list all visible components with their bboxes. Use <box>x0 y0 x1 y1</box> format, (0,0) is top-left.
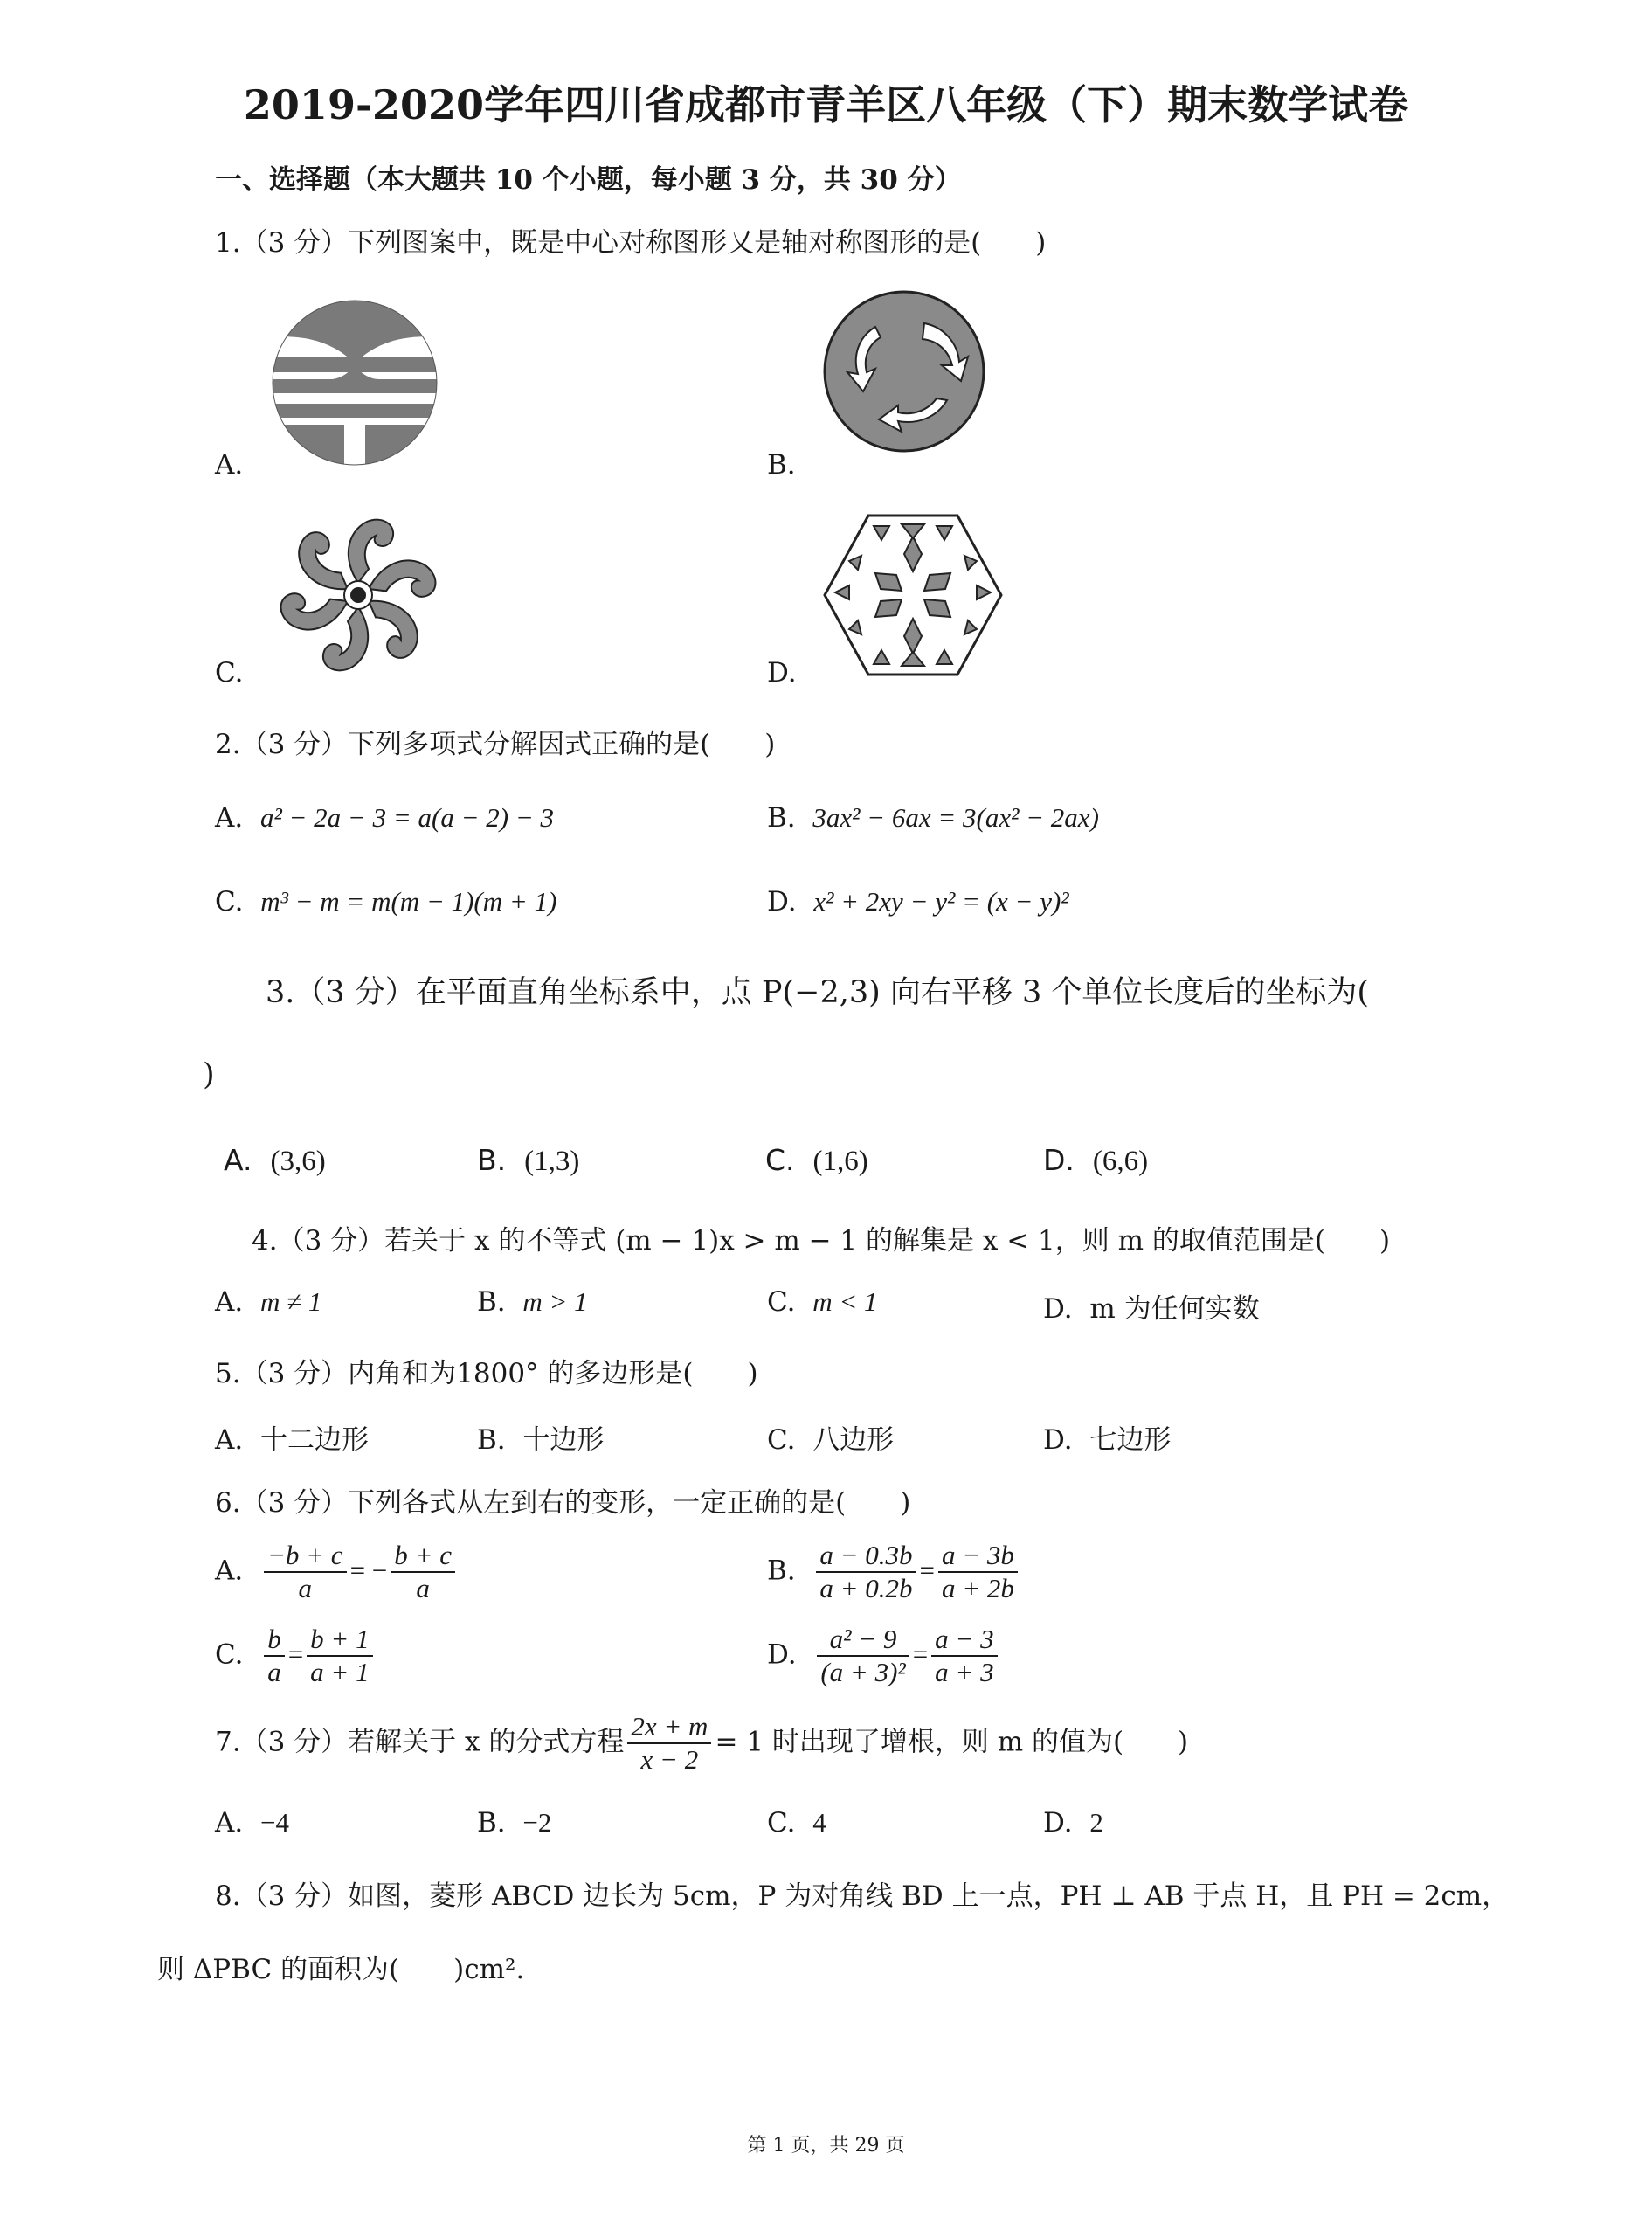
option-text: m 为任何实数 <box>1089 1293 1260 1325</box>
option-label: B. <box>767 1555 796 1587</box>
q7-option-c[interactable] <box>767 1807 826 1839</box>
question-1-stem: 1.（3 分）下列图案中，既是中心对称图形又是轴对称图形的是( ) <box>215 227 1047 259</box>
question-4-stem: 4.（3 分）若关于 x 的不等式 (m − 1)x > m − 1 的解集是 x < 1，则 m 的取值范围是( ) <box>252 1225 1391 1257</box>
option-label: A. <box>215 1424 244 1456</box>
equals-sign: = − <box>349 1555 388 1586</box>
denominator: a + 1 <box>310 1657 370 1687</box>
page-title: 2019-2020学年四川省成都市青羊区八年级（下）期末数学试卷 <box>243 81 1409 128</box>
option-text: m > 1 <box>522 1286 588 1317</box>
fraction <box>627 1711 711 1776</box>
numerator: a − 0.3b <box>816 1540 916 1573</box>
option-text: 十边形 <box>522 1424 605 1456</box>
section-heading: 一、选择题（本大题共 10 个小题，每小题 3 分，共 30 分） <box>215 164 962 196</box>
figure-b-icon <box>821 288 987 454</box>
question-2-stem: 2.（3 分）下列多项式分解因式正确的是( ) <box>215 729 776 760</box>
question-3-stem: 3.（3 分）在平面直角坐标系中，点 P(−2,3) 向右平移 3 个单位长度后的坐标为( <box>266 975 1370 1010</box>
numerator: 2x + m <box>627 1711 711 1744</box>
option-text: (1,3) <box>524 1146 580 1177</box>
option-text: 4 <box>812 1807 826 1838</box>
q4-option-c[interactable] <box>767 1286 878 1318</box>
fraction <box>264 1540 347 1604</box>
option-label: A. <box>215 1555 244 1587</box>
q6-option-c[interactable] <box>215 1624 377 1688</box>
numerator: b <box>264 1624 285 1657</box>
option-label: B. <box>477 1286 506 1318</box>
option-text: 2 <box>1089 1807 1103 1838</box>
stem-text: 7.（3 分）若解关于 x 的分式方程 <box>215 1726 625 1758</box>
numerator: b + 1 <box>307 1624 372 1657</box>
question-7-stem <box>215 1711 1188 1776</box>
option-label: B. <box>477 1424 506 1456</box>
fraction <box>817 1624 909 1688</box>
fraction <box>816 1540 916 1604</box>
figure-b-label: B. <box>767 449 796 481</box>
option-text: 3ax² − 6ax = 3(ax² − 2ax) <box>812 802 1099 833</box>
question-3-stem-end: ) <box>203 1057 215 1092</box>
q3-option-d[interactable] <box>1043 1143 1148 1178</box>
question-8-stem: 8.（3 分）如图，菱形 ABCD 边长为 5cm，P 为对角线 BD 上一点，PH ⊥ AB 于点 H，且 PH = 2cm， <box>215 1880 1510 1912</box>
figure-d-icon <box>823 512 1003 678</box>
q5-option-a[interactable] <box>215 1417 369 1457</box>
denominator: a <box>267 1657 281 1687</box>
question-6-stem: 6.（3 分）下列各式从左到右的变形，一定正确的是( ) <box>215 1487 911 1519</box>
fraction <box>264 1624 285 1688</box>
figure-a-label: A. <box>215 449 244 481</box>
option-label: B. <box>767 802 796 834</box>
q5-option-c[interactable] <box>767 1417 894 1457</box>
page-footer: 第 1 页，共 29 页 <box>747 2135 905 2157</box>
figure-c-icon <box>271 512 446 678</box>
numerator: −b + c <box>264 1540 347 1573</box>
option-label: C. <box>215 886 244 918</box>
q3-option-a[interactable] <box>224 1143 326 1178</box>
option-label: C. <box>767 1424 796 1456</box>
fraction <box>391 1540 455 1604</box>
question-5-stem: 5.（3 分）内角和为1800° 的多边形是( ) <box>215 1358 758 1389</box>
fraction <box>938 1540 1018 1604</box>
denominator: a <box>416 1573 430 1603</box>
q7-option-a[interactable] <box>215 1807 289 1839</box>
denominator: x − 2 <box>640 1744 699 1775</box>
option-text: −4 <box>259 1807 289 1838</box>
q3-option-c[interactable] <box>765 1143 868 1178</box>
option-text: (3,6) <box>270 1146 326 1177</box>
q7-option-b[interactable] <box>477 1807 551 1839</box>
equals-sign: = <box>912 1638 929 1670</box>
option-label: A. <box>215 802 244 834</box>
denominator: a <box>298 1573 313 1603</box>
option-text: m ≠ 1 <box>259 1286 322 1317</box>
q5-option-b[interactable] <box>477 1417 604 1457</box>
q4-option-b[interactable] <box>477 1286 588 1318</box>
option-label: D. <box>1043 1807 1073 1839</box>
q4-option-d[interactable] <box>1043 1286 1260 1326</box>
q6-option-b[interactable] <box>767 1540 1021 1604</box>
figure-c-label: C. <box>215 657 244 689</box>
option-text: 八边形 <box>812 1424 895 1456</box>
option-label: C. <box>215 1638 244 1671</box>
numerator: b + c <box>391 1540 455 1573</box>
option-label: D. <box>767 1638 797 1671</box>
stem-text: = 1 时出现了增根，则 m 的值为( ) <box>715 1726 1189 1758</box>
option-text: (6,6) <box>1092 1146 1149 1177</box>
q5-option-d[interactable] <box>1043 1417 1171 1457</box>
option-label: D. <box>1043 1424 1073 1456</box>
q7-option-d[interactable] <box>1043 1807 1103 1839</box>
fraction <box>931 1624 997 1688</box>
numerator: a − 3 <box>931 1624 997 1657</box>
q2-option-b[interactable] <box>767 802 1099 834</box>
option-text: m³ − m = m(m − 1)(m + 1) <box>260 886 557 917</box>
option-label: A. <box>215 1286 244 1318</box>
option-text: x² + 2xy − y² = (x − y)² <box>813 886 1069 917</box>
option-label: C. <box>767 1807 796 1839</box>
option-text: 十二边形 <box>259 1424 369 1456</box>
option-label: D. <box>767 886 797 918</box>
q4-option-a[interactable] <box>215 1286 321 1318</box>
option-label: B. <box>477 1807 506 1839</box>
option-label: A. <box>215 1807 244 1839</box>
option-label: D. <box>1043 1143 1075 1177</box>
option-text: a² − 2a − 3 = a(a − 2) − 3 <box>259 802 555 833</box>
option-text: 七边形 <box>1089 1424 1172 1456</box>
option-label: C. <box>767 1286 796 1318</box>
denominator: a + 2b <box>942 1573 1014 1603</box>
option-label: B. <box>477 1143 507 1177</box>
option-text: (1,6) <box>812 1146 868 1177</box>
option-text: m < 1 <box>812 1286 878 1317</box>
numerator: a² − 9 <box>817 1624 909 1657</box>
figure-a-icon <box>269 295 440 470</box>
q2-option-a[interactable] <box>215 802 554 834</box>
q2-option-d[interactable] <box>767 886 1069 918</box>
q3-option-b[interactable] <box>477 1143 579 1178</box>
denominator: (a + 3)² <box>820 1657 906 1687</box>
option-label: D. <box>1043 1293 1073 1325</box>
denominator: a + 3 <box>935 1657 994 1687</box>
equals-sign: = <box>287 1638 304 1670</box>
question-8-stem-line2: 则 ΔPBC 的面积为( )cm². <box>157 1954 525 1985</box>
numerator: a − 3b <box>938 1540 1018 1573</box>
denominator: a + 0.2b <box>819 1573 913 1603</box>
fraction <box>307 1624 372 1688</box>
q6-option-a[interactable] <box>215 1540 459 1604</box>
option-label: A. <box>224 1143 252 1177</box>
figure-d-label: D. <box>767 657 797 689</box>
q2-option-c[interactable] <box>215 886 556 918</box>
equals-sign: = <box>919 1555 936 1586</box>
option-label: C. <box>765 1143 795 1177</box>
option-text: −2 <box>522 1807 552 1838</box>
q6-option-d[interactable] <box>767 1624 1001 1688</box>
